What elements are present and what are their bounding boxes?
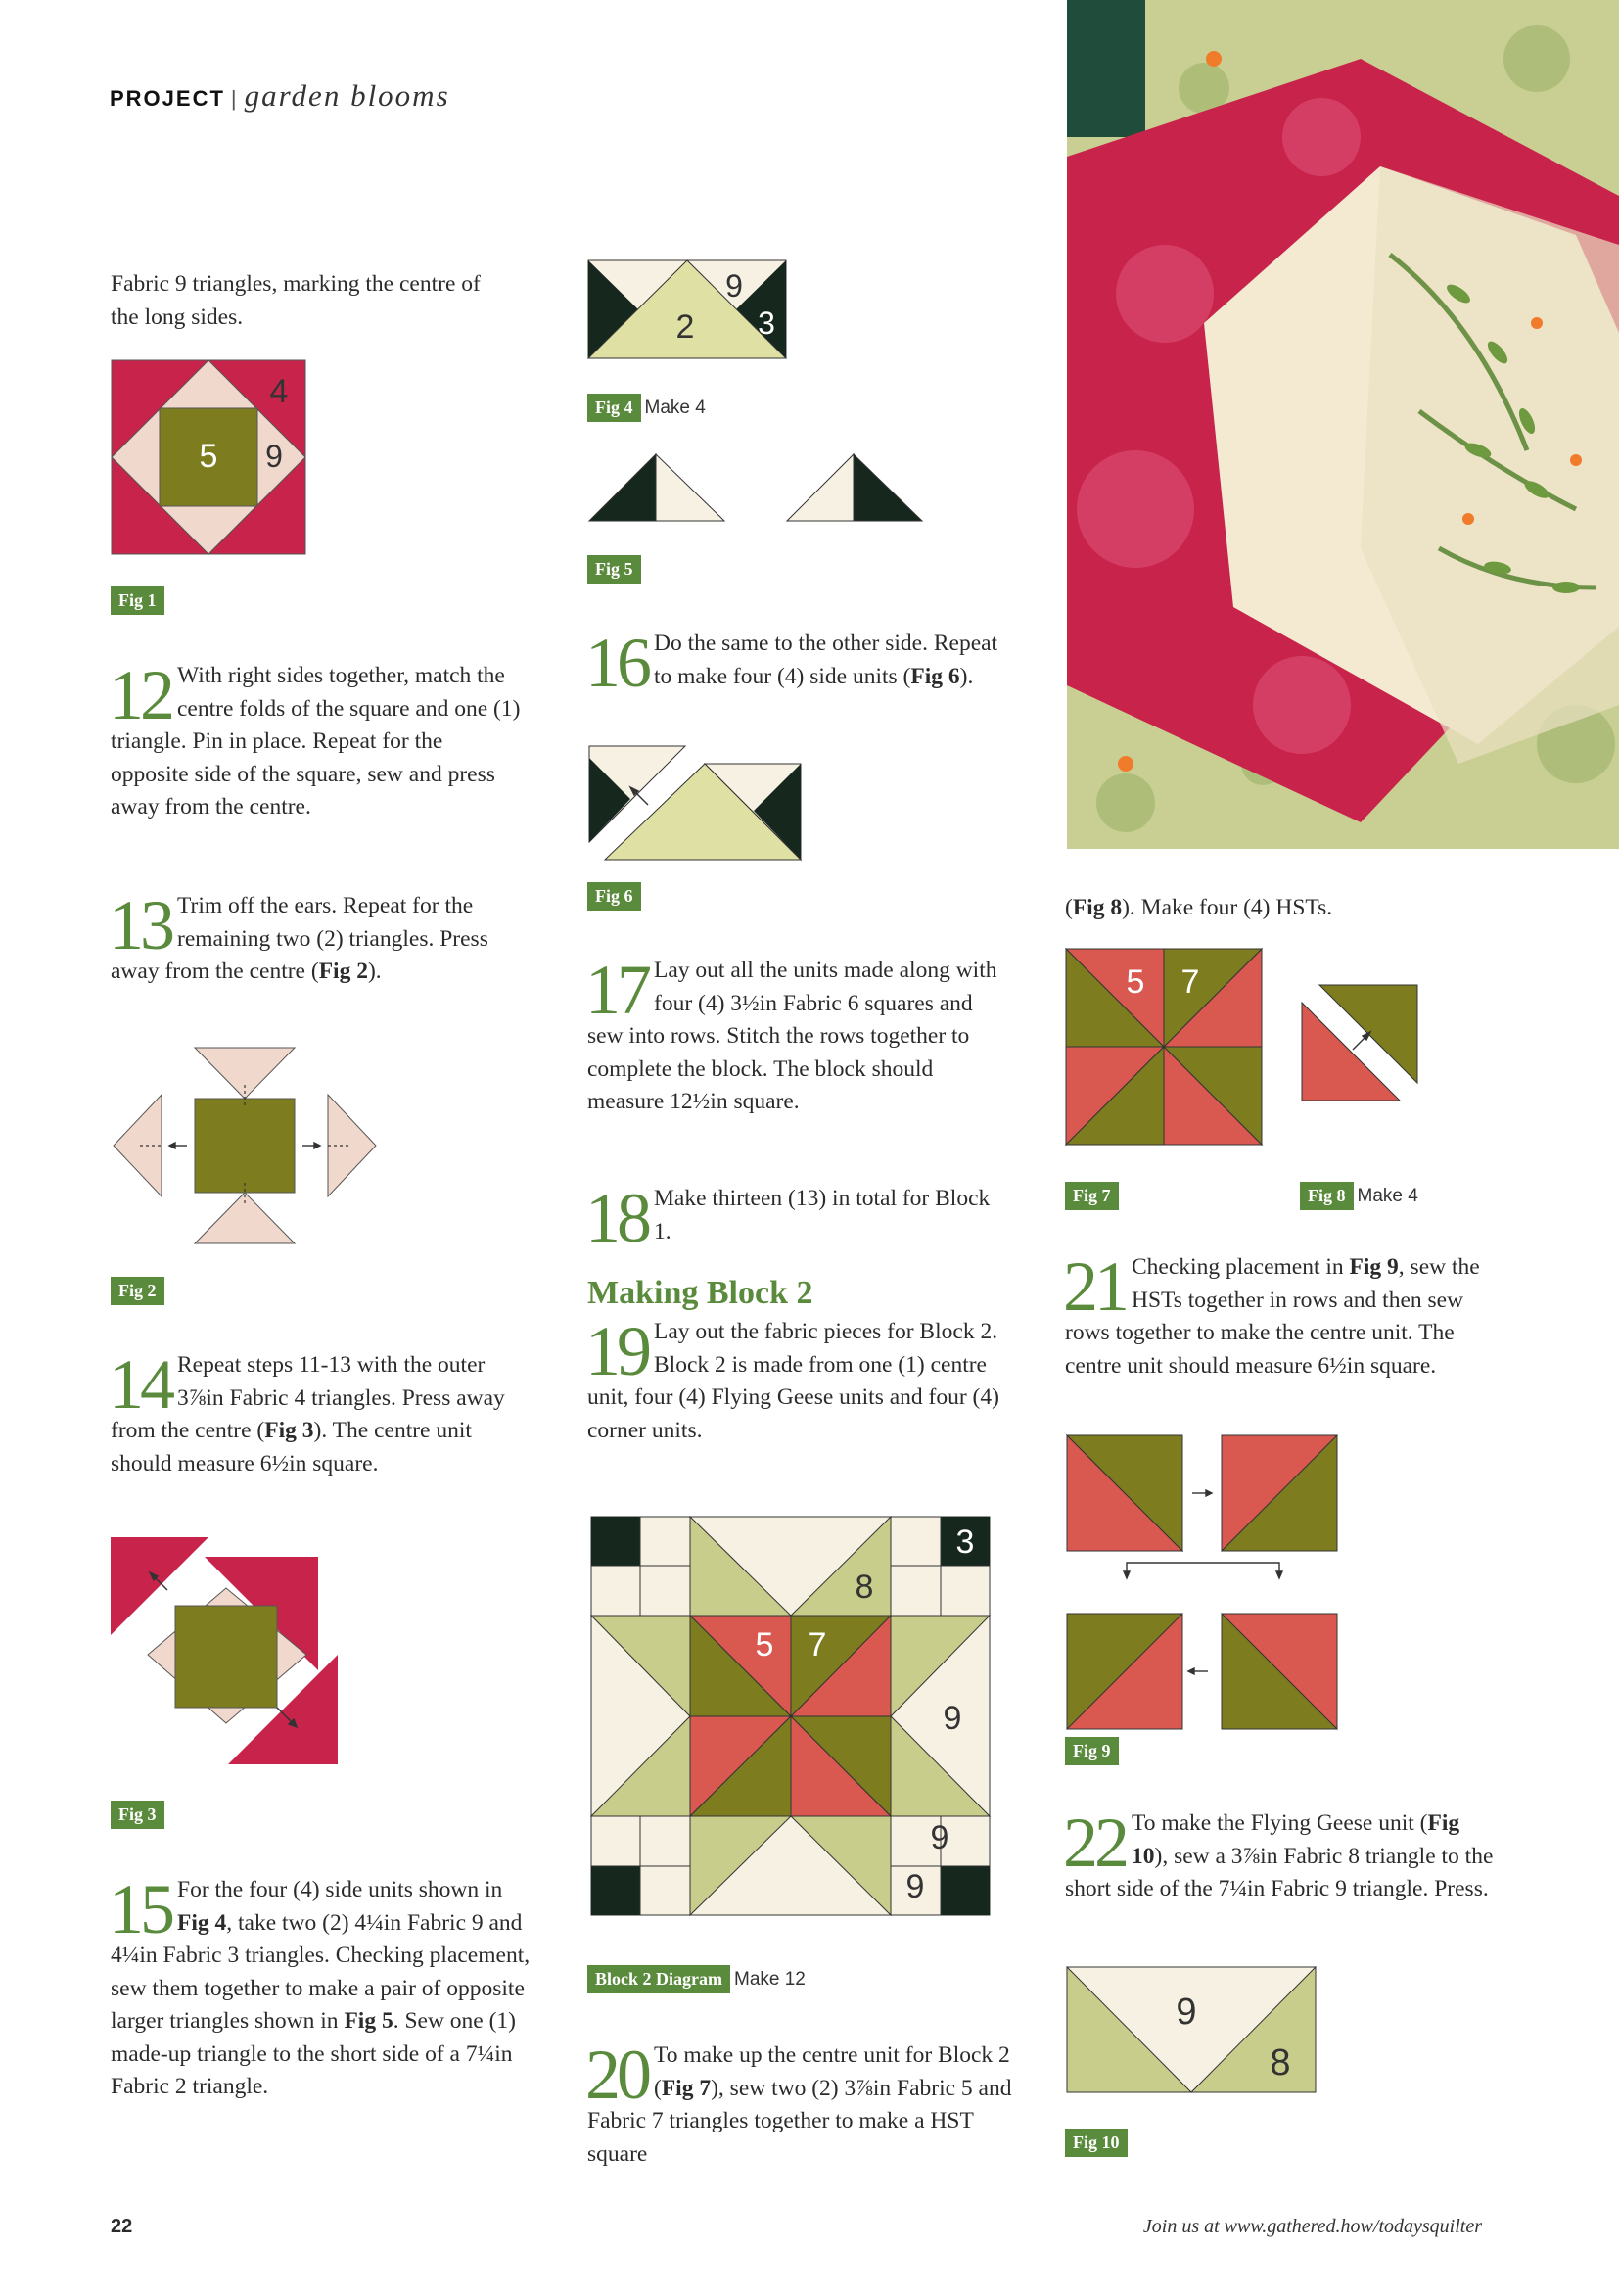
step-22 [1063, 1804, 1496, 1906]
fig1-diagram [111, 359, 306, 562]
heading-making-block-2: Making Block 2 [587, 1275, 813, 1311]
fig3-tag: Fig 3 [111, 1801, 164, 1829]
fig8-note: Make 4 [1357, 1186, 1418, 1206]
step-16-text: Do the same to the other side. Repeat to make four (4) side units ( [654, 631, 998, 689]
fig9-tag: Fig 9 [1065, 1737, 1119, 1765]
fig5-diagram [587, 452, 930, 528]
block2-num-5: 5 [755, 1626, 774, 1663]
step-20-fig-ref: Fig 7 [661, 2075, 712, 2101]
fig2-caption [111, 1277, 164, 1305]
step-14-fig-ref: Fig 3 [264, 1418, 314, 1443]
fig10-diagram [1065, 1965, 1318, 2099]
step-20-number: 20 [585, 2036, 648, 2114]
footer-url: Join us at www.gathered.how/todaysquilter [1142, 2216, 1482, 2237]
step-13-fig-ref: Fig 2 [318, 959, 368, 984]
fig4-note: Make 4 [644, 398, 706, 418]
block2-caption [587, 1965, 806, 1993]
fig4-caption [587, 394, 706, 422]
step-20-text: To make up the centre unit for Block 2 ( [654, 2042, 1010, 2101]
block2-note: Make 12 [734, 1969, 806, 1990]
step-13 [109, 886, 532, 989]
step-14 [109, 1345, 522, 1480]
step-20-cont-fig-ref: Fig 8 [1072, 895, 1123, 920]
block2-num-9a: 9 [943, 1700, 962, 1737]
fig10-num-b: 8 [1270, 2042, 1291, 2084]
step-16 [585, 624, 1008, 702]
step-17-text: Lay out all the units made along with four (4) 3½in Fabric 6 squares and sew into rows. Stitch the rows together to complete the block. The block should measure 12½in square. [587, 958, 997, 1114]
step-15-text: For the four (4) side units shown in [177, 1877, 503, 1902]
fig7-caption [1065, 1182, 1119, 1210]
step-15-fig-ref-b: Fig 5 [344, 2008, 393, 2034]
fig9-caption [1065, 1737, 1119, 1765]
step-15-text-mid: , take two (2) 4¼in Fabric 9 and 4¼in Fabric 3 triangles. Checking placement, sew them together to make a pair of opposite larger triangles shown in [111, 1909, 531, 2034]
step-17-number: 17 [585, 951, 648, 1029]
block2-num-9b: 9 [930, 1819, 949, 1856]
fig4-num-center: 2 [675, 308, 695, 346]
step-21-text: Checking placement in [1132, 1254, 1350, 1280]
step-22-text-end: ), sew a 3⅞in Fabric 8 triangle to the short side of the 7¼in Fabric 9 triangle. Press. [1065, 1843, 1494, 1901]
step-18-text: Make thirteen (13) in total for Block 1. [654, 1186, 991, 1244]
block2-num-3: 3 [955, 1523, 975, 1561]
block2-num-7: 7 [808, 1626, 827, 1663]
step-20-cont-text: ). Make four (4) HSTs. [1122, 895, 1333, 920]
step-21-number: 21 [1063, 1247, 1126, 1326]
fig1-num-corner: 4 [269, 373, 289, 410]
fig5-tag: Fig 5 [587, 555, 641, 584]
fig10-num-a: 9 [1176, 1991, 1197, 2033]
step-18 [585, 1179, 1008, 1257]
block2-diagram [590, 1516, 992, 1922]
step-15-number: 15 [109, 1870, 171, 1948]
block2-num-9c: 9 [905, 1868, 925, 1905]
step-15 [109, 1870, 532, 2104]
block2-num-8: 8 [855, 1569, 874, 1606]
header-separator: | [230, 86, 239, 111]
fig10-tag: Fig 10 [1065, 2129, 1128, 2157]
fig7-diagram [1065, 948, 1263, 1150]
step-12 [109, 656, 522, 824]
fig7-num-b: 7 [1180, 963, 1200, 1001]
fig1-num-center: 5 [199, 438, 218, 475]
fig7-num-a: 5 [1126, 963, 1145, 1001]
step-20-continued [1065, 892, 1496, 925]
fig6-tag: Fig 6 [587, 882, 641, 911]
step-21-fig-ref: Fig 9 [1349, 1254, 1399, 1280]
fig1-num-side: 9 [265, 439, 283, 474]
fig3-diagram [111, 1537, 346, 1772]
step-20-text-end: ), sew two (2) 3⅞in Fabric 5 and Fabric 7 triangles together to make a HST square [587, 2075, 1012, 2167]
fig3-caption [111, 1801, 164, 1829]
step-20 [585, 2036, 1018, 2171]
step-18-number: 18 [585, 1179, 648, 1257]
step-19-number: 19 [585, 1312, 648, 1390]
fig10-caption [1065, 2129, 1128, 2157]
fig8-tag: Fig 8 [1300, 1182, 1354, 1210]
topic-title: garden blooms [244, 78, 450, 113]
step-22-text: To make the Flying Geese unit ( [1132, 1810, 1428, 1836]
step-19-text: Lay out the fabric pieces for Block 2. Block 2 is made from one (1) centre unit, four (4) Flying Geese units and four (4) corner units. [587, 1319, 999, 1443]
fig5-caption [587, 555, 641, 584]
step-15-fig-ref-a: Fig 4 [177, 1909, 227, 1936]
step-22-fig-ref: Fig 10 [1132, 1810, 1460, 1869]
step-17 [585, 951, 1008, 1119]
step-14-number: 14 [109, 1345, 171, 1424]
fig4-num-a: 9 [725, 268, 743, 304]
step-13-text-end: ). [367, 959, 382, 984]
step-20-cont-open: ( [1065, 895, 1073, 920]
page-number: 22 [111, 2216, 133, 2237]
fig2-tag: Fig 2 [111, 1277, 164, 1305]
section-label: PROJECT [110, 86, 225, 111]
fig7-tag: Fig 7 [1065, 1182, 1119, 1210]
step-22-number: 22 [1063, 1804, 1126, 1882]
fig4-tag: Fig 4 [587, 394, 641, 422]
step-13-text: Trim off the ears. Repeat for the remaining two (2) triangles. Press away from the centre ( [111, 893, 488, 984]
step-16-fig-ref: Fig 6 [910, 663, 960, 689]
step-16-text-end: ). [959, 663, 974, 689]
fig9-diagram [1065, 1433, 1339, 1737]
step-16-number: 16 [585, 624, 648, 702]
step-14-text-end: ). The centre unit should measure 6½in square. [111, 1418, 472, 1476]
fig4-num-b: 3 [758, 305, 775, 341]
intro-text: Fabric 9 triangles, marking the centre of the long sides. [111, 271, 481, 330]
step-19 [585, 1312, 1008, 1447]
fig1-caption [111, 586, 164, 615]
quilt-photo [1067, 0, 1619, 849]
block2-tag: Block 2 Diagram [587, 1965, 730, 1993]
step-14-text: Repeat steps 11-13 with the outer 3⅞in Fabric 4 triangles. Press away from the centre ( [111, 1352, 505, 1443]
step-21 [1063, 1247, 1496, 1382]
step-15-text-end: . Sew one (1) made-up triangle to the short side of a 7¼in Fabric 2 triangle. [111, 2008, 517, 2099]
fig8-caption [1300, 1182, 1418, 1210]
step-12-number: 12 [109, 656, 171, 734]
step-12-text: With right sides together, match the centre folds of the square and one (1) triangle. Pin in place. Repeat for the opposite side of the square, sew and press away from the centre. [111, 663, 521, 820]
fig1-tag: Fig 1 [111, 586, 164, 615]
fig8-diagram [1300, 983, 1419, 1107]
fig2-diagram [111, 1046, 380, 1251]
fig6-diagram [587, 744, 803, 867]
step-21-text-end: , sew the HSTs together in rows and then sew rows together to make the centre unit. The centre unit should measure 6½in square. [1065, 1254, 1480, 1379]
fig6-caption [587, 882, 641, 911]
step-13-number: 13 [109, 886, 171, 964]
page-header [110, 78, 450, 114]
fig4-diagram [587, 259, 787, 366]
